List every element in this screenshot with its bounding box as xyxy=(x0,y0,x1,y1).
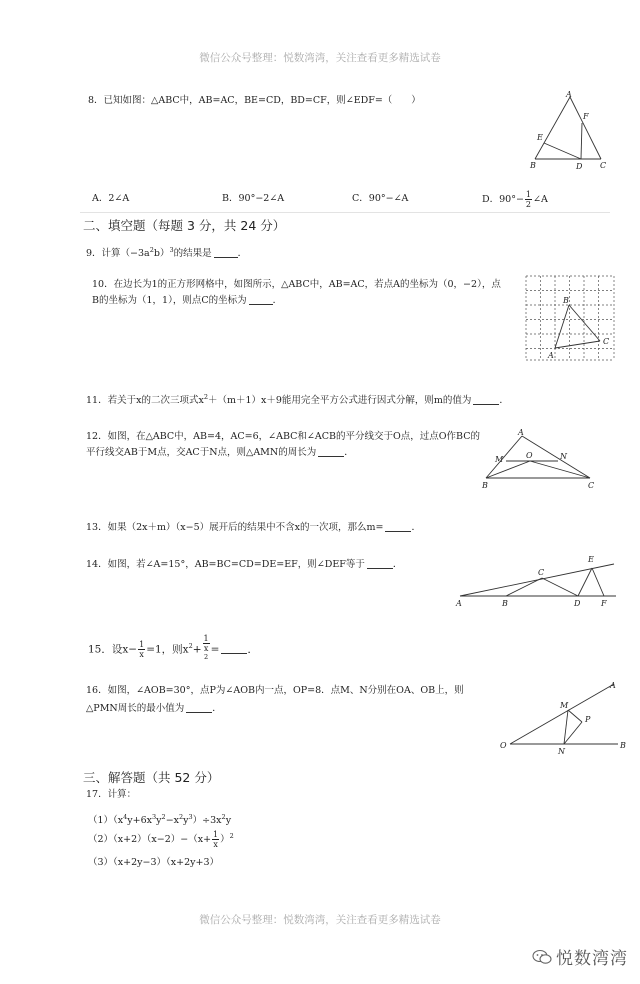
question-17-part-2: （2）（x+2）（x−2）−（x+ $\frac{1}{x}$ ）$^2$ xyxy=(88,830,234,850)
q9-answer-blank[interactable] xyxy=(214,257,238,258)
question-14: 14．如图，若∠A=15°，AB=BC=CD=DE=EF，则∠DEF等于 ． xyxy=(86,559,403,570)
question-10-line1: 10．在边长为1的正方形网格中，如图所示，△ABC中，AB=AC，若点A的坐标为（0，−2），点 xyxy=(92,279,501,290)
q14-label-c: C xyxy=(538,568,545,577)
figure-q12-triangle xyxy=(478,426,602,494)
q8-label-f: F xyxy=(583,112,589,121)
q16-label-a: A xyxy=(610,681,616,690)
q10-label-a: A xyxy=(548,351,554,360)
watermark-text: 悦数湾湾 xyxy=(556,949,628,969)
wechat-watermark xyxy=(532,944,628,969)
q11-answer-blank[interactable] xyxy=(473,404,499,405)
question-11: 11．若关于x的二次三项式$x^2+(m+1)x+9$能用完全平方公式进行因式分解，则m的值为 ． xyxy=(86,393,509,407)
q14-label-d: D xyxy=(574,599,581,608)
q8-option-d[interactable]: D．90°− $\frac{1}{2}$ ∠A xyxy=(482,190,548,209)
q8-option-c[interactable]: C．90°−∠A xyxy=(352,193,409,204)
section-divider xyxy=(80,212,610,213)
q8-label-b: B xyxy=(530,161,536,170)
question-13: 13．如果（2x＋m）（x−5）展开后的结果中不含x的一次项，那么m= ． xyxy=(86,522,421,533)
figure-q8-triangle xyxy=(526,88,614,172)
question-17-part-1: $(1)(x^4y+6x^3y^2-x^2y^3)\div 3x^2y$ xyxy=(88,813,232,827)
q12-label-o: O xyxy=(526,451,533,460)
q10-label-b: B xyxy=(563,296,569,305)
q14-answer-blank[interactable] xyxy=(367,568,393,569)
q8-label-c: C xyxy=(600,161,607,170)
q16-label-n: N xyxy=(558,747,565,756)
question-17-title: 17．计算： xyxy=(86,789,137,800)
q16-label-m: M xyxy=(560,701,569,710)
q12-label-m: M xyxy=(495,455,504,464)
q14-label-f: F xyxy=(601,599,607,608)
figure-q14-zigzag xyxy=(450,550,622,612)
q12-label-a: A xyxy=(518,428,524,437)
question-10-line2: B的坐标为（1，1），则点C的坐标为 ． xyxy=(92,295,283,306)
q10-answer-blank[interactable] xyxy=(249,304,273,305)
q16-answer-blank[interactable] xyxy=(186,712,212,713)
question-12-line1: 12．如图，在△ABC中，AB=4，AC=6，∠ABC和∠ACB的平分线交于O点，过点O作BC的 xyxy=(86,431,480,442)
figure-q16-angle xyxy=(496,678,632,758)
q8-label-a: A xyxy=(566,90,572,99)
q14-label-e: E xyxy=(588,555,594,564)
wechat-icon xyxy=(532,949,552,965)
q16-label-o: O xyxy=(500,741,507,750)
question-15: 15．设x− $\frac{1}{x}$ =1，则$x^2+$ 1 x $^2$ = ． xyxy=(88,634,258,661)
section-2-title: 二、填空题（每题 3 分，共 24 分） xyxy=(83,218,286,233)
q14-label-b: B xyxy=(502,599,508,608)
q12-label-b: B xyxy=(482,481,488,490)
question-17-part-3: （3）（x+2y−3）（x+2y+3） xyxy=(88,857,220,868)
page-footer: 微信公众号整理：悦数湾湾，关注查看更多精选试卷 xyxy=(199,914,441,926)
q14-label-a: A xyxy=(456,599,462,608)
q16-label-p: P xyxy=(585,715,591,724)
question-8-text: 8．已知如图：△ABC中，AB=AC，BE=CD，BD=CF，则∠EDF=（ ） xyxy=(88,95,421,106)
question-9: 9．计算$(-3a^2b)^3$的结果是 ． xyxy=(86,246,248,260)
q15-answer-blank[interactable] xyxy=(221,653,247,654)
figure-q10-grid xyxy=(524,274,620,362)
q8-option-b[interactable]: B．90°−2∠A xyxy=(222,193,285,204)
question-16-line1: 16．如图，∠AOB=30°，点P为∠AOB内一点，OP=8．点M、N分别在OA、OB上，则 xyxy=(86,685,464,696)
q8-option-a[interactable]: A．2∠A xyxy=(92,193,130,204)
question-12-line2: 平行线交AB于M点，交AC于N点，则△AMN的周长为 ． xyxy=(86,447,354,458)
section-3-title: 三、解答题（共 52 分） xyxy=(83,770,220,785)
q16-label-b: B xyxy=(620,741,626,750)
q8-label-d: D xyxy=(576,162,583,171)
question-16-line2: △PMN周长的最小值为 ． xyxy=(86,703,222,714)
q12-label-n: N xyxy=(560,452,567,461)
q13-answer-blank[interactable] xyxy=(385,531,411,532)
page-header: 微信公众号整理：悦数湾湾，关注查看更多精选试卷 xyxy=(199,52,441,64)
q12-label-c: C xyxy=(588,481,595,490)
q8-label-e: E xyxy=(537,133,543,142)
q10-label-c: C xyxy=(603,337,610,346)
q12-answer-blank[interactable] xyxy=(318,456,344,457)
